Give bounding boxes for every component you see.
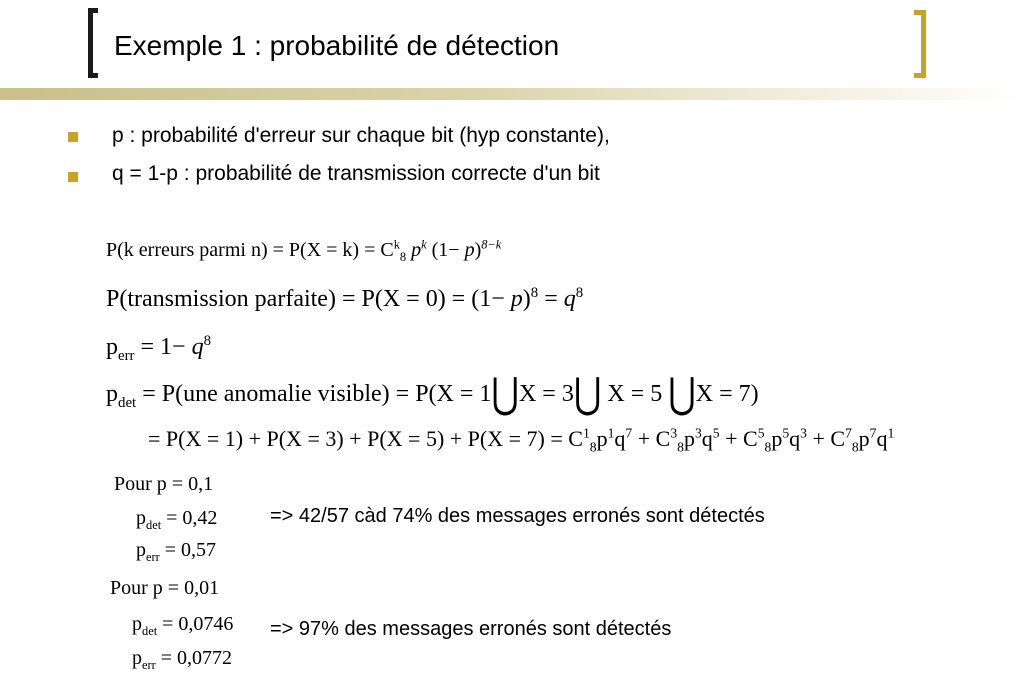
- formula-k-errors: P(k erreurs parmi $n) = P(X = k) = C^k_8$ $p^k$ $(1- p)^{8-k}$: [106, 237, 502, 264]
- case2-perr: $p_{err} = 0,0772$: [132, 647, 233, 672]
- title-bracket-right: [914, 10, 926, 78]
- formula-perr: $p_{err} = 1- q^8$: [106, 333, 212, 364]
- union-symbol: ⋃: [491, 371, 519, 418]
- bullet-marker: [68, 132, 78, 142]
- formula-pdet: $p_{det} = P(une$ anomalie visible) = P(X = 1⋃X = 3⋃ X = 5 ⋃X = 7): [106, 371, 759, 418]
- case1-pour: Pour p = 0,1: [114, 473, 214, 495]
- formula-pdet-sum: = $P(X = 1) + P(X = 3) + P(X = 5) + P(X = 7) = C^1_8p^1q^7 + C^3_8p^3q^5 + C^5_8p^5q^3 + C^7_8p^7q^1$: [148, 425, 895, 455]
- bullet-text-q: q = 1-p : probabilité de transmission correcte d'un bit: [112, 162, 600, 185]
- bullet-text-p: p : probabilité d'erreur sur chaque bit (hyp constante),: [112, 124, 610, 147]
- bullet-marker: [68, 172, 78, 182]
- case1-perr: $p_{err} = 0,57$: [136, 539, 217, 564]
- title-underline: [0, 88, 1023, 100]
- case1-pdet: $p_{det} = 0,42$: [136, 507, 218, 532]
- case2-note: => 97% des messages erronés sont détectés: [270, 618, 672, 640]
- case1-note: => 42/57 càd 74% des messages erronés sont détectés: [270, 505, 765, 527]
- page-title: Exemple 1 : probabilité de détection: [114, 30, 560, 61]
- formula-transmission-parfaite: P(transmission parfaite) = $P(X = 0) = (1- p)^8 = q^8$: [106, 285, 584, 312]
- case2-pdet: $p_{det} = 0,0746$: [132, 613, 234, 638]
- union-symbol: ⋃: [668, 371, 696, 418]
- union-symbol: ⋃: [573, 371, 602, 418]
- title-bracket-left: [88, 8, 98, 78]
- case2-pour: Pour p = 0,01: [110, 577, 220, 599]
